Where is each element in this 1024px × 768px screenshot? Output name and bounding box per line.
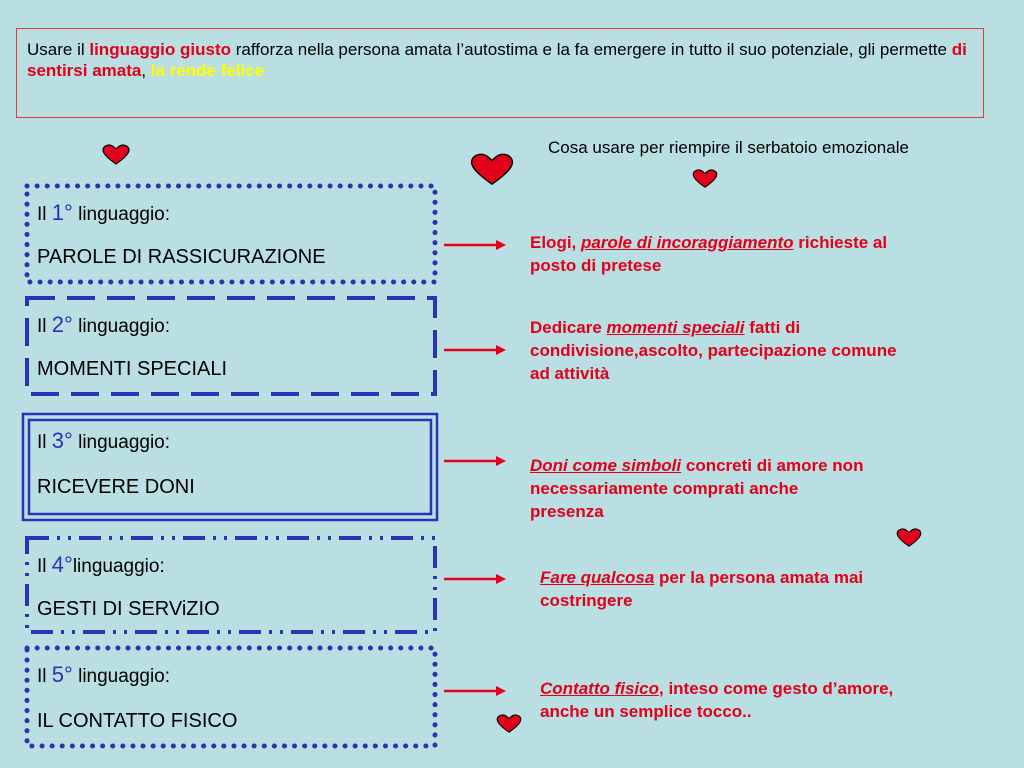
language-number: 2°: [51, 312, 73, 337]
description-1: [530, 231, 900, 277]
arrow-right-icon: [444, 238, 508, 252]
language-suffix: linguaggio:: [72, 556, 165, 577]
arrow-right-icon: [444, 454, 508, 468]
intro-highlight-amata: di sentirsi amata: [27, 40, 967, 80]
arrow-right-icon: [444, 572, 508, 586]
description-emphasis: Contatto fisico: [540, 679, 659, 698]
intro-text-2: rafforza nella persona amata l’autostima e la fa emergere in tutto il suo potenziale, gli permette: [231, 40, 952, 59]
description-text: Dedicare: [530, 318, 607, 337]
description-emphasis: Doni come simboli: [530, 456, 682, 475]
language-name-1: PAROLE DI RASSICURAZIONE: [37, 246, 326, 268]
language-suffix: linguaggio:: [72, 432, 171, 453]
language-box-2: [27, 298, 431, 394]
description-2: [530, 316, 910, 385]
language-title-1: [37, 200, 170, 226]
language-box-1: [27, 186, 431, 282]
language-number: 3°: [51, 428, 73, 453]
intro-text-3: ,: [141, 61, 151, 80]
description-text: Elogi,: [530, 233, 581, 252]
language-prefix: Il: [37, 432, 52, 453]
description-text: concreti di amore non necessariamente comprati anche presenza: [530, 456, 864, 521]
intro-text-1: Usare il: [27, 40, 90, 59]
description-3: [530, 454, 870, 523]
tank-caption: Cosa usare per riempire il serbatoio emozionale: [548, 138, 909, 157]
language-number: 1°: [51, 200, 73, 225]
description-5: [540, 677, 940, 723]
heart-icon: [102, 144, 130, 166]
arrow-right-icon: [444, 684, 508, 698]
language-name-4: GESTI DI SERViZIO: [37, 598, 220, 620]
language-name-3: RICEVERE DONI: [37, 476, 195, 498]
description-text: fatti di condivisione,ascolto, partecipazione comune ad attività: [530, 318, 897, 383]
language-box-5: [27, 648, 431, 746]
language-title-5: [37, 662, 170, 688]
description-emphasis: Fare qualcosa: [540, 568, 655, 587]
language-title-3: [37, 428, 170, 454]
language-suffix: linguaggio:: [72, 666, 171, 687]
heart-icon: [896, 528, 922, 548]
intro-highlight-linguaggio: linguaggio giusto: [89, 40, 232, 59]
description-emphasis: momenti speciali: [606, 318, 745, 337]
intro-box: [16, 28, 984, 118]
language-number: 5°: [51, 662, 73, 687]
heart-icon: [496, 714, 522, 734]
heart-icon: [470, 152, 514, 188]
language-prefix: Il: [37, 666, 52, 687]
language-prefix: Il: [37, 204, 52, 225]
description-text: , inteso come gesto d’amore, anche un semplice tocco..: [540, 679, 894, 721]
language-box-4: [27, 538, 431, 632]
heart-icon: [692, 169, 718, 189]
description-4: [540, 566, 870, 612]
arrow-right-icon: [444, 343, 508, 357]
language-prefix: Il: [37, 316, 52, 337]
language-name-5: IL CONTATTO FISICO: [37, 710, 238, 732]
description-text: richieste al posto di pretese: [530, 233, 888, 275]
description-text: per la persona amata mai costringere: [540, 568, 864, 610]
language-suffix: linguaggio:: [72, 316, 171, 337]
language-title-4: [37, 552, 165, 578]
intro-highlight-felice: la rende felice: [150, 61, 265, 80]
description-emphasis: parole di incoraggiamento: [581, 233, 794, 252]
language-title-2: [37, 312, 170, 338]
language-name-2: MOMENTI SPECIALI: [37, 358, 228, 380]
language-prefix: Il: [37, 556, 52, 577]
language-box-3: [27, 414, 431, 520]
language-number: 4°: [51, 552, 73, 577]
language-suffix: linguaggio:: [72, 204, 171, 225]
